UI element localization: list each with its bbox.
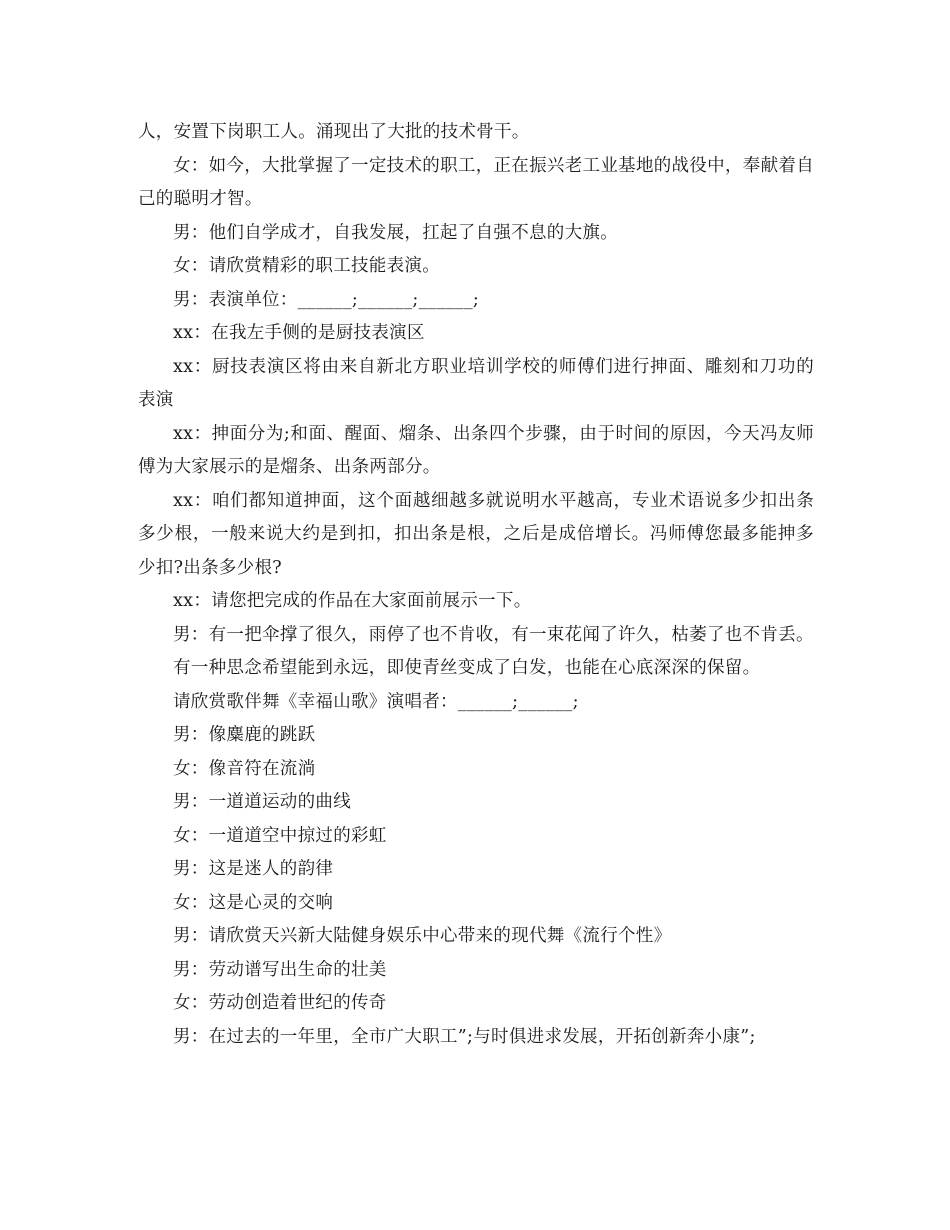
paragraph: 请欣赏歌伴舞《幸福山歌》演唱者：______;______; [173,691,579,712]
document-body [138,116,814,1054]
paragraph: 男：有一把伞撑了很久，雨停了也不肯收，有一束花闻了许久，枯萎了也不肯丢。 [173,624,814,645]
paragraph: xx：厨技表演区将由来自新北方职业培训学校的师傅们进行抻面、雕刻和刀功的表演 [138,356,814,410]
paragraph: xx：咱们都知道抻面，这个面越细越多就说明水平越高，专业术语说多少扣出条多少根，一般来说大约是到扣，扣出条是根，之后是成倍增长。冯师傅您最多能抻多少扣?出条多少根? [138,490,814,578]
paragraph: xx：请您把完成的作品在大家面前展示一下。 [173,591,532,611]
paragraph: 人，安置下岗职工人。涌现出了大批的技术骨干。 [138,122,530,142]
paragraph: 男：一道道运动的曲线 [173,792,351,812]
paragraph: 女：如今，大批掌握了一定技术的职工，正在振兴老工业基地的战役中，奉献着自己的聪明才智。 [138,155,814,209]
paragraph: 女：一道道空中掠过的彩虹 [173,825,387,846]
paragraph: 男：表演单位：______;______;______; [173,289,480,310]
paragraph: 男：他们自学成才，自我发展，扛起了自强不息的大旗。 [173,222,618,243]
paragraph: xx：抻面分为;和面、醒面、熘条、出条四个步骤，由于时间的原因，今天冯友师傅为大家展示的是熘条、出条两部分。 [138,423,814,477]
paragraph: xx：在我左手侧的是厨技表演区 [173,323,425,343]
paragraph: 男：像麋鹿的跳跃 [173,725,316,745]
paragraph: 女：请欣赏精彩的职工技能表演。 [173,256,440,276]
paragraph: 女：这是心灵的交响 [173,892,334,913]
paragraph: 男：这是迷人的韵律 [173,859,334,879]
paragraph: 女：劳动创造着世纪的传奇 [173,993,387,1013]
paragraph: 男：请欣赏天兴新大陆健身娱乐中心带来的现代舞《流行个性》 [173,926,672,946]
paragraph: 男：在过去的一年里，全市广大职工”;与时俱进求发展，开拓创新奔小康”; [173,1026,756,1047]
paragraph: 有一种思念希望能到永远，即使青丝变成了白发，也能在心底深深的保留。 [173,658,761,678]
paragraph: 女：像音符在流淌 [173,758,316,779]
paragraph: 男：劳动谱写出生命的壮美 [173,959,387,980]
